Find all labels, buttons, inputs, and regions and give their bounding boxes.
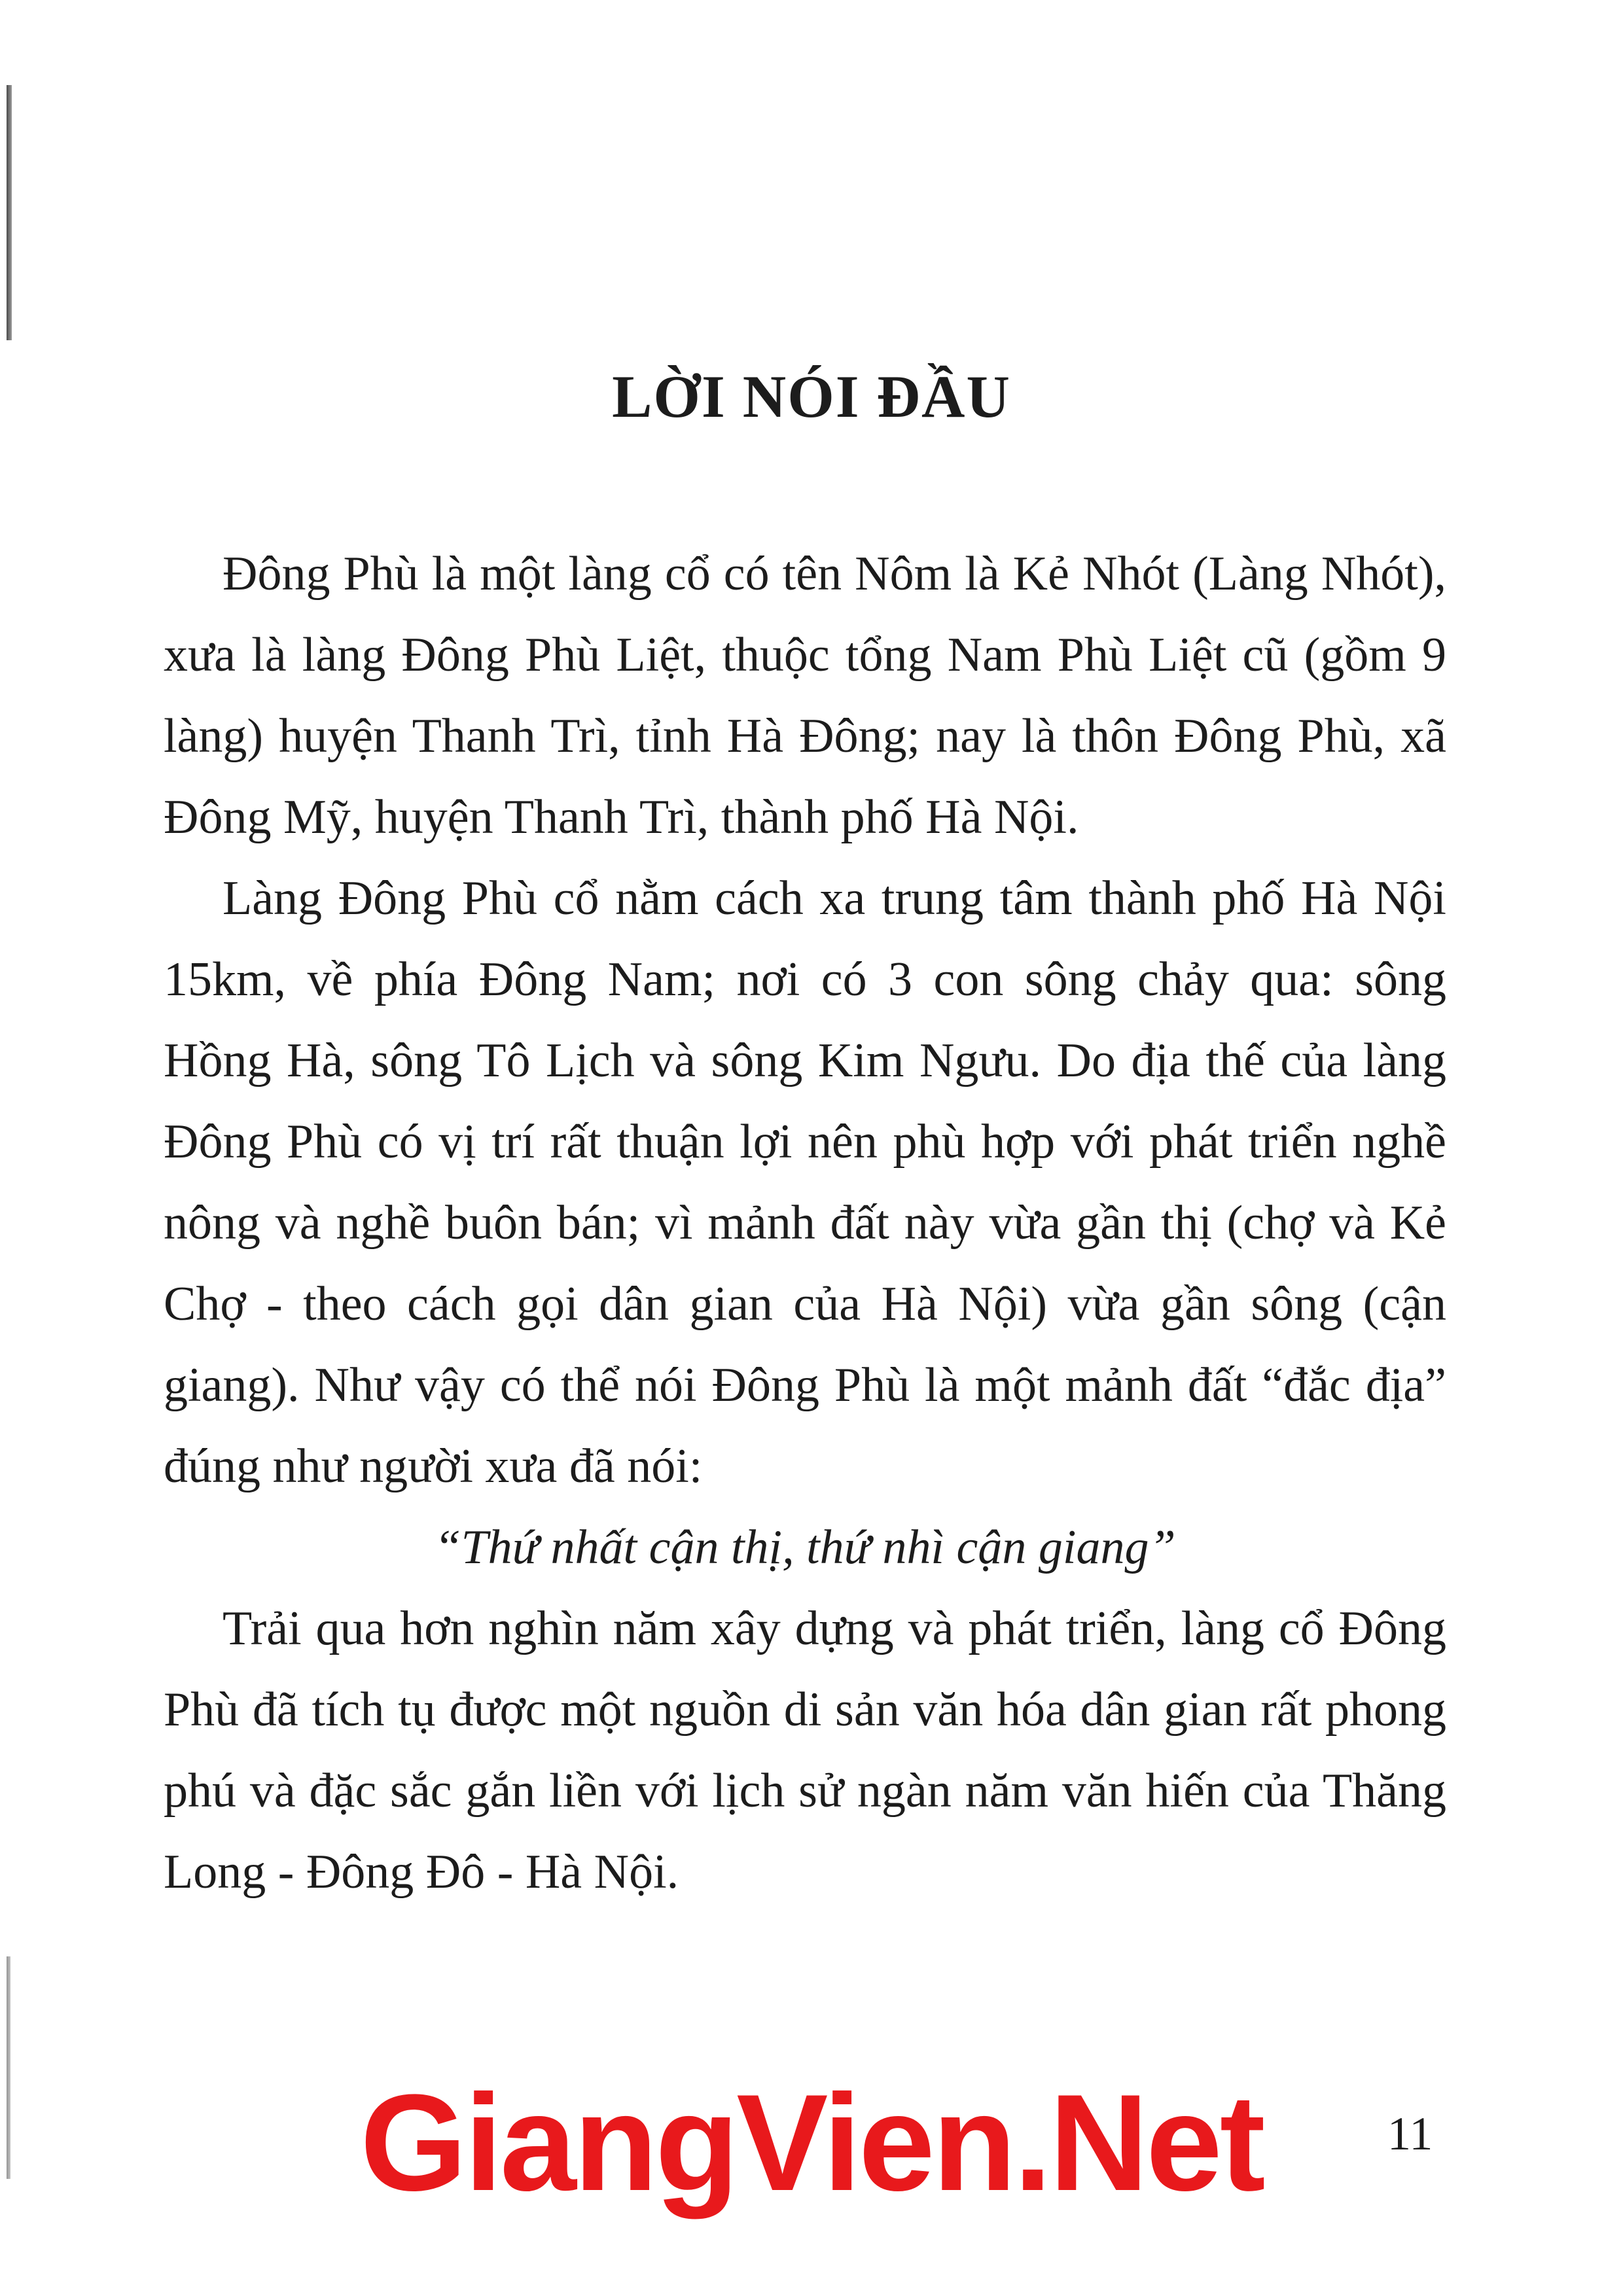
paragraph-1: Đông Phù là một làng cổ có tên Nôm là Kẻ Nhót (Làng Nhót), xưa là làng Đông Phù Liệt, thuộc tổng Nam Phù Liệt cũ (gồm 9 làng) huyện Thanh Trì, tỉnh Hà Đông; nay là thôn Đông Phù, xã Đông Mỹ, huyện Thanh Trì, thành phố Hà Nội. [164,547,1446,844]
paragraph-3: Trải qua hơn nghìn năm xây dựng và phát triển, làng cổ Đông Phù đã tích tụ được một nguồn di sản văn hóa dân gian rất phong phú và đặc sắc gắn liền với lịch sử ngàn năm văn hiến của Thăng Long - Đông Đô - Hà Nội. [164,1602,1446,1899]
scan-edge-shadow [7,85,12,340]
body-text [164,533,1446,1913]
paragraph-2: Làng Đông Phù cổ nằm cách xa trung tâm thành phố Hà Nội 15km, về phía Đông Nam; nơi có 3 con sông chảy qua: sông Hồng Hà, sông Tô Lịch và sông Kim Ngưu. Do địa thế của làng Đông Phù có vị trí rất thuận lợi nên phù hợp với phát triển nghề nông và nghề buôn bán; vì mảnh đất này vừa gần thị (chợ và Kẻ Chợ - theo cách gọi dân gian của Hà Nội) vừa gần sông (cận giang). Như vậy có thể nói Đông Phù là một mảnh đất “đắc địa” đúng như người xưa đã nói: [164,872,1446,1493]
proverb-quote: “Thứ nhất cận thị, thứ nhì cận giang” [434,1521,1176,1574]
page-title: LỜI NÓI ĐẦU [612,363,1011,430]
page-number: 11 [1387,2108,1433,2160]
watermark-logo: GiangVien.Net [360,2066,1263,2219]
